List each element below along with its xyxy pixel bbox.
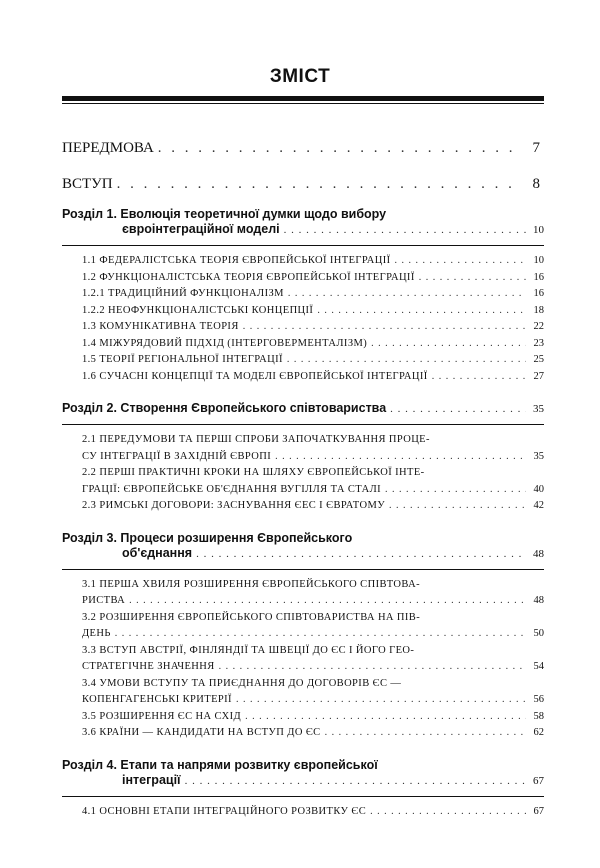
toc-section-2 <box>62 401 544 515</box>
toc-item-label-line1: 2.1 ПЕРЕДУМОВИ ТА ПЕРШІ СПРОБИ ЗАПОЧАТКУВАННЯ ПРОЦЕ- <box>82 434 430 445</box>
dot-leader <box>419 270 526 287</box>
section-title-line2: об'єднання <box>122 545 193 560</box>
toc-item-label: 1.2.1 ТРАДИЦІЙНИЙ ФУНКЦІОНАЛІЗМ <box>82 288 284 299</box>
toc-item <box>82 286 544 303</box>
toc-page-number: 67 <box>533 774 544 787</box>
section-title-line2: євроінтеграційної моделі <box>122 222 280 236</box>
toc-item-label: 3.6 КРАЇНИ — КАНДИДАТИ НА ВСТУП ДО ЄС <box>82 727 321 738</box>
dot-leader <box>287 352 526 369</box>
toc-item-label-line1: 3.2 РОЗШИРЕННЯ ЄВРОПЕЙСЬКОГО СПІВТОВАРИСТВА НА ПІВ- <box>82 611 421 623</box>
section-heading <box>62 401 544 417</box>
toc-item-label: 1.6 СУЧАСНІ КОНЦЕПЦІЇ ТА МОДЕЛІ ЄВРОПЕЙСЬКОЇ ІНТЕГРАЦІЇ <box>82 370 428 382</box>
toc-page-number: 25 <box>533 354 544 365</box>
toc-item <box>82 577 544 610</box>
toc-item <box>82 270 544 287</box>
toc-item <box>82 303 544 320</box>
toc-item-label: 1.3 КОМУНІКАТИВНА ТЕОРІЯ <box>82 321 239 332</box>
dot-leader <box>115 626 526 643</box>
dot-leader <box>371 336 526 353</box>
title-rule-thin <box>62 103 544 104</box>
dot-leader <box>243 319 526 336</box>
toc-entry-label: ПЕРЕДМОВА <box>62 140 154 156</box>
toc-item-label-line1: 3.3 ВСТУП АВСТРІЇ, ФІНЛЯНДІЇ ТА ШВЕЦІЇ ДО ЄС І ЙОГО ГЕО- <box>82 644 415 656</box>
section-title-line2: інтеграції <box>122 772 181 787</box>
toc-page-number: 42 <box>533 500 544 511</box>
toc-section-4 <box>62 758 544 821</box>
dot-leader <box>288 286 526 303</box>
toc-page-number: 18 <box>533 304 544 316</box>
toc-item-label: ДЕНЬ <box>82 628 111 639</box>
dot-leader <box>219 659 526 676</box>
section-title-line1: Розділ 4. Етапи та напрями розвитку європейської <box>62 757 378 772</box>
toc-item-label: 1.2.2 НЕОФУНКЦІОНАЛІСТСЬКІ КОНЦЕПЦІЇ <box>82 304 314 316</box>
toc-page-number: 67 <box>533 805 544 817</box>
toc-item-label-line1: 2.2 ПЕРШІ ПРАКТИЧНІ КРОКИ НА ШЛЯХУ ЄВРОПЕЙСЬКОЇ ІНТЕ- <box>82 467 425 478</box>
toc-item-label-line1: 3.4 УМОВИ ВСТУПУ ТА ПРИЄДНАННЯ ДО ДОГОВОРІВ ЄС — <box>82 677 402 689</box>
section-divider <box>62 245 544 246</box>
toc-item-label: РИСТВА <box>82 595 126 606</box>
toc-item <box>82 610 544 643</box>
dot-leader <box>390 402 526 417</box>
dot-leader <box>236 692 526 709</box>
toc-page-number: 23 <box>533 337 544 349</box>
section-title-line1: Розділ 2. Створення Європейського співтовариства <box>62 401 387 415</box>
dot-leader <box>117 176 522 193</box>
toc-page-number: 56 <box>533 694 544 705</box>
toc-item <box>82 432 544 465</box>
toc-item-label: 1.2 ФУНКЦІОНАЛІСТСЬКА ТЕОРІЯ ЄВРОПЕЙСЬКОЇ ІНТЕГРАЦІЇ <box>82 271 415 283</box>
toc-item-label: 1.5 ТЕОРІЇ РЕГІОНАЛЬНОЇ ІНТЕГРАЦІЇ <box>82 354 283 365</box>
section-divider <box>62 796 544 797</box>
toc-item-label: ГРАЦІЇ: ЄВРОПЕЙСЬКЕ ОБ'ЄДНАННЯ ВУГІЛЛЯ ТА СТАЛІ <box>82 483 381 495</box>
toc-page-number: 10 <box>533 255 544 266</box>
dot-leader <box>317 303 526 320</box>
toc-section-3 <box>62 531 544 742</box>
toc-item <box>82 804 544 821</box>
toc-item-label: 2.3 РИМСЬКІ ДОГОВОРИ: ЗАСНУВАННЯ ЄЕС І ЄВРАТОМУ <box>82 500 386 511</box>
toc-item <box>82 369 544 386</box>
dot-leader <box>158 140 522 157</box>
table-of-contents <box>62 140 544 820</box>
dot-leader <box>129 593 526 610</box>
toc-item-label-line1: 3.1 ПЕРША ХВИЛЯ РОЗШИРЕННЯ ЄВРОПЕЙСЬКОГО СПІВТОВА- <box>82 578 421 590</box>
toc-page-number: 16 <box>533 271 544 283</box>
toc-page-number: 48 <box>533 595 544 606</box>
dot-leader <box>284 223 526 238</box>
toc-page-number: 22 <box>533 321 544 332</box>
toc-page-number: 54 <box>533 661 544 672</box>
toc-item <box>82 253 544 270</box>
toc-item-label: СТРАТЕГІЧНЕ ЗНАЧЕННЯ <box>82 661 215 672</box>
toc-page-number: 62 <box>533 727 544 738</box>
dot-leader <box>385 482 526 499</box>
dot-leader <box>196 547 526 562</box>
toc-entry-foreword <box>62 140 544 157</box>
toc-item <box>82 352 544 369</box>
toc-item-label: 3.5 РОЗШИРЕННЯ ЄС НА СХІД <box>82 710 242 722</box>
toc-page-number: 35 <box>533 403 544 415</box>
toc-page-number: 16 <box>533 288 544 299</box>
section-title-line1: Розділ 3. Процеси розширення Європейського <box>62 530 353 545</box>
page-title: ЗМІСТ <box>269 66 331 87</box>
dot-leader <box>432 369 526 386</box>
section-divider <box>62 569 544 570</box>
toc-item-label: КОПЕНГАГЕНСЬКІ КРИТЕРІЇ <box>82 694 232 705</box>
toc-item-label: 4.1 ОСНОВНІ ЕТАПИ ІНТЕГРАЦІЙНОГО РОЗВИТКУ ЄС <box>82 805 367 817</box>
toc-item <box>82 336 544 353</box>
toc-entry-introduction <box>62 176 544 193</box>
toc-item <box>82 725 544 742</box>
section-heading <box>62 531 544 562</box>
toc-page-number: 10 <box>533 224 544 236</box>
section-heading <box>62 207 544 238</box>
toc-page-number: 40 <box>533 483 544 495</box>
dot-leader <box>370 804 526 821</box>
dot-leader <box>325 725 526 742</box>
toc-entry-label: ВСТУП <box>62 176 113 192</box>
toc-page-number: 48 <box>533 547 544 560</box>
toc-item <box>82 465 544 498</box>
toc-page-number: 27 <box>533 370 544 382</box>
toc-item <box>82 498 544 515</box>
toc-item-label: 1.1 ФЕДЕРАЛІСТСЬКА ТЕОРІЯ ЄВРОПЕЙСЬКОЇ ІНТЕГРАЦІЇ <box>82 255 391 266</box>
toc-item <box>82 319 544 336</box>
toc-page-number: 35 <box>533 450 544 462</box>
toc-page-number: 58 <box>533 710 544 722</box>
toc-item-label: СУ ІНТЕГРАЦІЇ В ЗАХІДНІЙ ЄВРОПІ <box>82 450 272 462</box>
toc-section-1 <box>62 207 544 385</box>
toc-page-number: 8 <box>532 176 540 192</box>
dot-leader <box>185 774 526 789</box>
section-title-line1: Розділ 1. Еволюція теоретичної думки щодо вибору <box>62 207 387 221</box>
title-rule-thick <box>62 96 544 101</box>
toc-item <box>82 643 544 676</box>
toc-page-number: 7 <box>532 140 540 156</box>
toc-page-number: 50 <box>533 628 544 639</box>
dot-leader <box>389 498 526 515</box>
toc-item <box>82 676 544 709</box>
section-divider <box>62 424 544 425</box>
section-heading <box>62 758 544 789</box>
dot-leader <box>245 709 526 726</box>
dot-leader <box>275 449 526 466</box>
dot-leader <box>395 253 526 270</box>
toc-item <box>82 709 544 726</box>
toc-item-label: 1.4 МІЖУРЯДОВИЙ ПІДХІД (ІНТЕРГОВЕРМЕНТАЛІЗМ) <box>82 337 368 349</box>
